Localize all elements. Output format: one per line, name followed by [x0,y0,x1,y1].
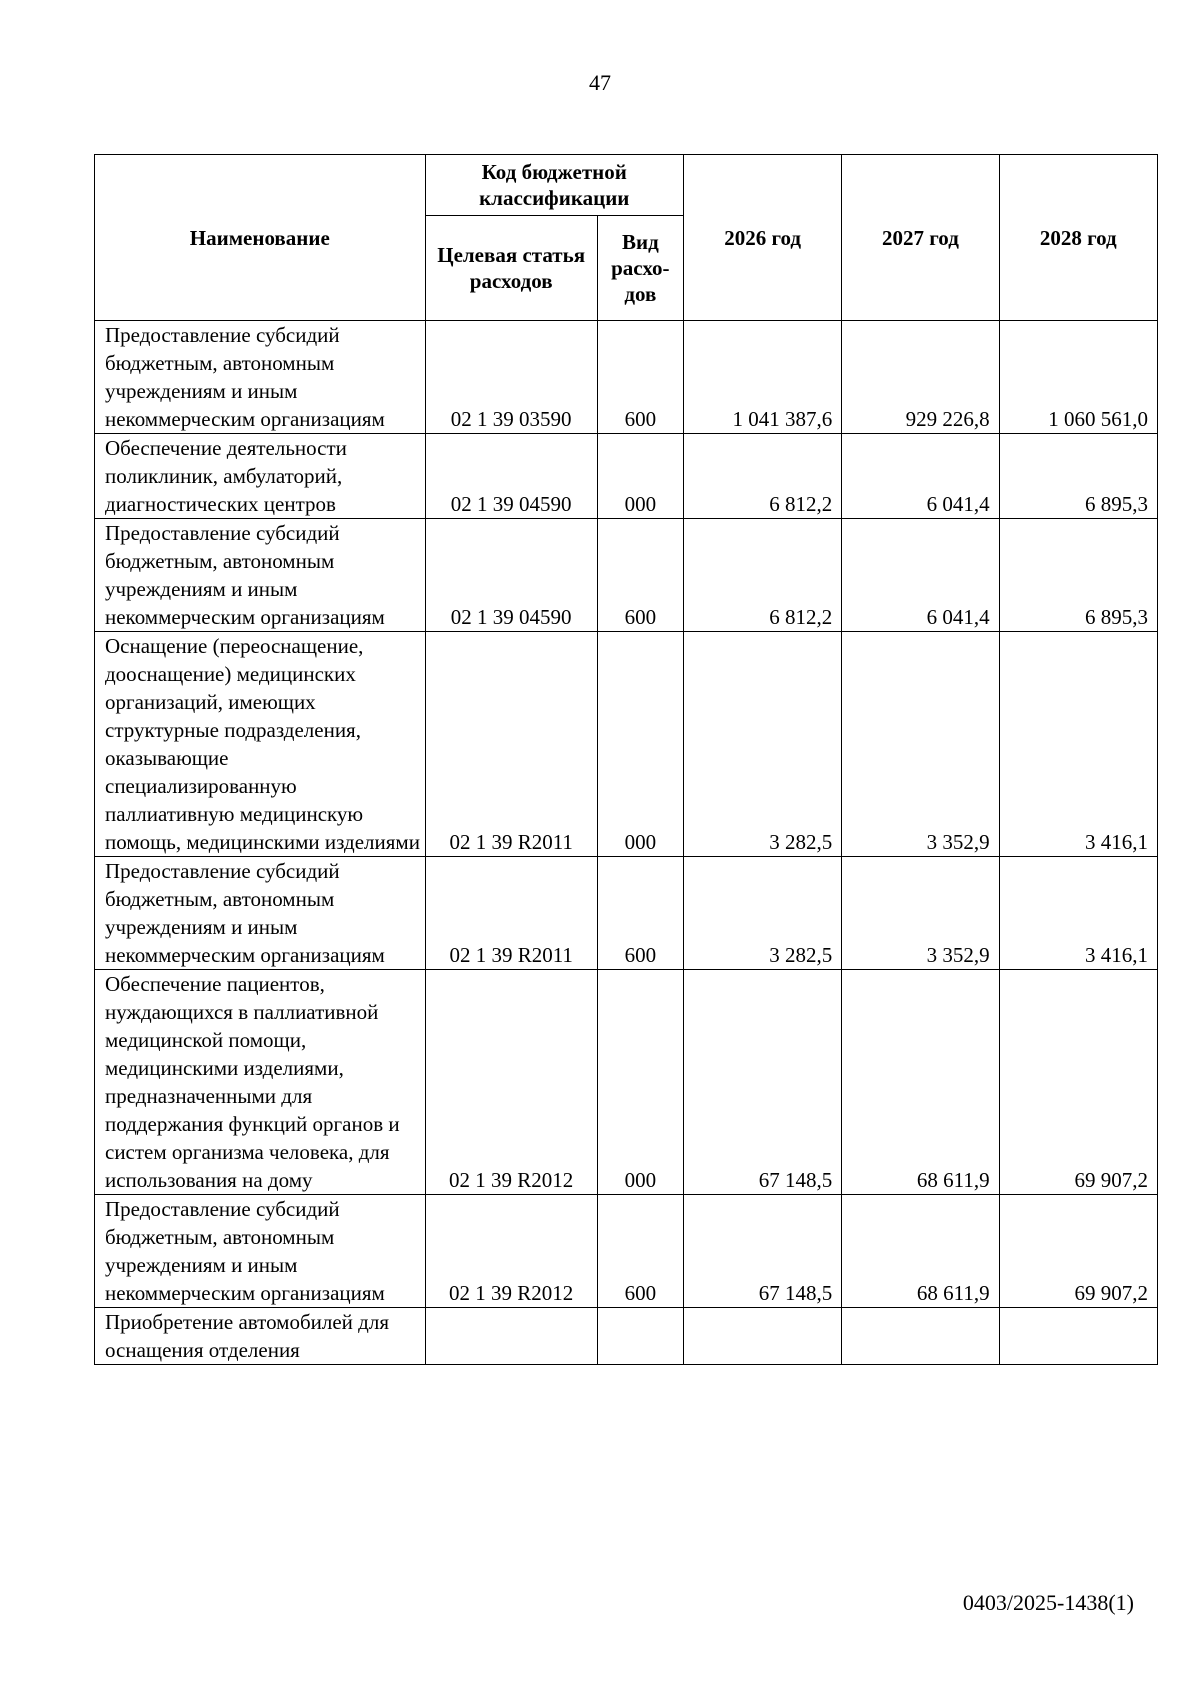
cell-2027: 929 226,8 [842,321,999,434]
cell-2028: 1 060 561,0 [999,321,1157,434]
cell-2028: 3 416,1 [999,632,1157,857]
header-2028: 2028 год [999,155,1157,321]
cell-target-article: 02 1 39 04590 [425,434,597,519]
table-row [95,519,1158,632]
cell-2026: 6 812,2 [683,434,841,519]
table-row [95,632,1158,857]
cell-2028: 69 907,2 [999,970,1157,1195]
cell-expense-type: 000 [597,970,683,1195]
cell-2028: 6 895,3 [999,434,1157,519]
cell-2026: 67 148,5 [683,970,841,1195]
cell-target-article: 02 1 39 R2012 [425,1195,597,1308]
cell-target-article: 02 1 39 R2012 [425,970,597,1195]
table-body [95,321,1158,1365]
cell-expense-type [597,1308,683,1365]
table-row [95,321,1158,434]
header-target-article: Целевая статья расходов [425,216,597,321]
cell-2026: 67 148,5 [683,1195,841,1308]
table-row [95,1308,1158,1365]
cell-2026: 6 812,2 [683,519,841,632]
cell-2028: 3 416,1 [999,857,1157,970]
cell-2026: 3 282,5 [683,632,841,857]
cell-target-article [425,1308,597,1365]
header-name: Наименование [95,155,426,321]
cell-expense-type: 600 [597,519,683,632]
header-expense-type: Вид расхо-дов [597,216,683,321]
cell-expense-type: 600 [597,1195,683,1308]
cell-name: Предоставление субсидий бюджетным, автономным учреждениям и иным некоммерческим организациям [95,321,426,434]
cell-target-article: 02 1 39 R2011 [425,632,597,857]
cell-name: Предоставление субсидий бюджетным, автономным учреждениям и иным некоммерческим организациям [95,1195,426,1308]
cell-name: Оснащение (переоснащение, дооснащение) медицинских организаций, имеющих структурные подразделения, оказывающие специализированную паллиативную медицинскую помощь, медицинскими изделиями [95,632,426,857]
table-row [95,434,1158,519]
table-row [95,970,1158,1195]
cell-target-article: 02 1 39 04590 [425,519,597,632]
cell-2028 [999,1308,1157,1365]
cell-2027: 68 611,9 [842,970,999,1195]
cell-expense-type: 000 [597,434,683,519]
cell-target-article: 02 1 39 R2011 [425,857,597,970]
cell-2027 [842,1308,999,1365]
cell-2026 [683,1308,841,1365]
cell-name: Обеспечение пациентов, нуждающихся в паллиативной медицинской помощи, медицинскими изделиями, предназначенными для поддержания функций органов и систем организма человека, для использования на дому [95,970,426,1195]
page-number: 47 [589,70,611,95]
cell-name: Обеспечение деятельности поликлиник, амбулаторий, диагностических центров [95,434,426,519]
cell-expense-type: 600 [597,321,683,434]
budget-table [94,154,1158,1365]
cell-expense-type: 000 [597,632,683,857]
cell-name: Предоставление субсидий бюджетным, автономным учреждениям и иным некоммерческим организациям [95,519,426,632]
cell-2027: 3 352,9 [842,632,999,857]
cell-2027: 6 041,4 [842,519,999,632]
header-row [95,155,1158,216]
header-2027: 2027 год [842,155,999,321]
table-row [95,1195,1158,1308]
cell-2028: 69 907,2 [999,1195,1157,1308]
header-classification: Код бюджетной классификации [425,155,683,216]
header-2026: 2026 год [683,155,841,321]
cell-2027: 3 352,9 [842,857,999,970]
cell-2026: 3 282,5 [683,857,841,970]
cell-2027: 6 041,4 [842,434,999,519]
cell-name: Приобретение автомобилей для оснащения отделения [95,1308,426,1365]
cell-name: Предоставление субсидий бюджетным, автономным учреждениям и иным некоммерческим организациям [95,857,426,970]
cell-2026: 1 041 387,6 [683,321,841,434]
cell-2027: 68 611,9 [842,1195,999,1308]
table-row [95,857,1158,970]
cell-2028: 6 895,3 [999,519,1157,632]
cell-target-article: 02 1 39 03590 [425,321,597,434]
document-code: 0403/2025-1438(1) [962,1590,1134,1615]
cell-expense-type: 600 [597,857,683,970]
